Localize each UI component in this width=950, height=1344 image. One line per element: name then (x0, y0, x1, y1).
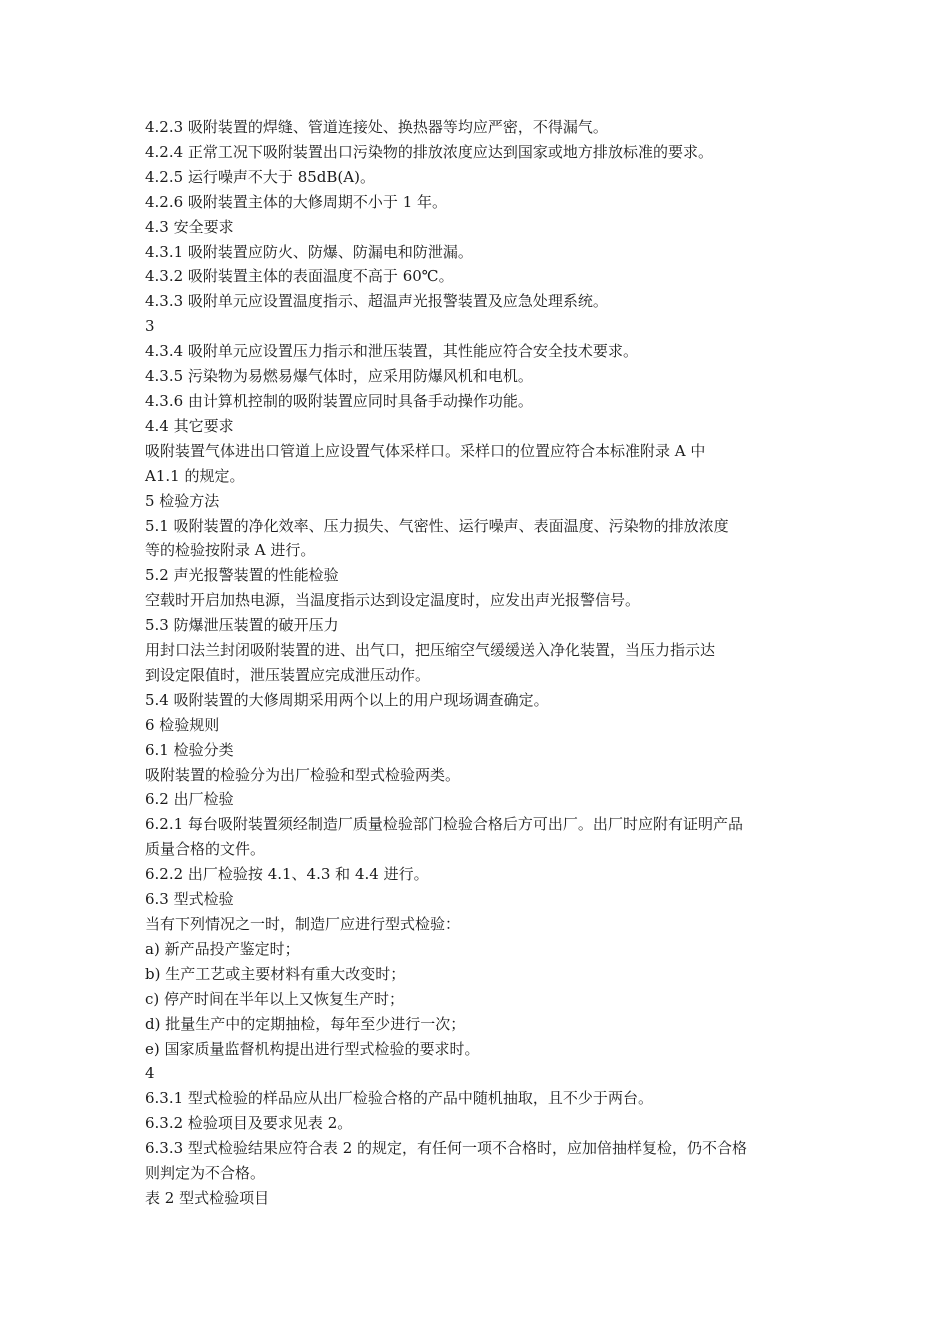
text-line: c) 停产时间在半年以上又恢复生产时； (145, 989, 405, 1008)
text-line: 质量合格的文件。 (145, 840, 266, 859)
text-line: 6.3.3 型式检验结果应符合表 2 的规定，有任何一项不合格时，应加倍抽样复检，仍不合格 (145, 1139, 748, 1158)
text-line: 6.3 型式检验 (145, 890, 234, 909)
text-line: 5.2 声光报警装置的性能检验 (145, 566, 339, 585)
text-line: 4.3.4 吸附单元应设置压力指示和泄压装置，其性能应符合安全技术要求。 (145, 342, 638, 361)
text-line: 到设定限值时，泄压装置应完成泄压动作。 (145, 665, 431, 684)
text-line: 4.4 其它要求 (145, 416, 234, 435)
text-line: 等的检验按附录 A 进行。 (145, 541, 316, 560)
text-line: 5 检验方法 (145, 491, 220, 510)
text-line: 4.2.5 运行噪声不大于 85dB(A)。 (145, 167, 375, 186)
text-line: 用封口法兰封闭吸附装置的进、出气口，把压缩空气缓缓送入净化装置，当压力指示达 (145, 641, 716, 660)
text-line: 4.3.1 吸附装置应防火、防爆、防漏电和防泄漏。 (145, 242, 473, 261)
text-line: 4.2.6 吸附装置主体的大修周期不小于 1 年。 (145, 192, 448, 211)
text-line: 3 (145, 317, 155, 336)
text-line: 6.2.2 出厂检验按 4.1、4.3 和 4.4 进行。 (145, 865, 429, 884)
text-line: 4.3.6 由计算机控制的吸附装置应同时具备手动操作功能。 (145, 391, 533, 410)
text-line: 5.3 防爆泄压装置的破开压力 (145, 616, 339, 635)
text-line: 空载时开启加热电源，当温度指示达到设定温度时，应发出声光报警信号。 (145, 591, 641, 610)
text-line: 4.3.2 吸附装置主体的表面温度不高于 60℃。 (145, 267, 454, 286)
text-line: 当有下列情况之一时，制造厂应进行型式检验： (145, 915, 461, 933)
text-line: 4.2.3 吸附装置的焊缝、管道连接处、换热器等均应严密，不得漏气。 (145, 118, 608, 136)
text-line: e) 国家质量监督机构提出进行型式检验的要求时。 (145, 1039, 480, 1058)
text-line: 吸附装置气体进出口管道上应设置气体采样口。采样口的位置应符合本标准附录 A 中 (145, 441, 706, 460)
text-line: 6.2.1 每台吸附装置须经制造厂质量检验部门检验合格后方可出厂。出厂时应附有证明产品 (145, 815, 743, 834)
text-line: 5.4 吸附装置的大修周期采用两个以上的用户现场调查确定。 (145, 690, 549, 709)
text-line: 6.2 出厂检验 (145, 790, 234, 809)
text-line: 4.3.3 吸附单元应设置温度指示、超温声光报警装置及应急处理系统。 (145, 292, 608, 311)
text-line: 4.2.4 正常工况下吸附装置出口污染物的排放浓度应达到国家或地方排放标准的要求。 (145, 142, 713, 161)
text-line: b) 生产工艺或主要材料有重大改变时； (145, 964, 406, 983)
text-line: A1.1 的规定。 (145, 466, 245, 485)
text-line: 5.1 吸附装置的净化效率、压力损失、气密性、运行噪声、表面温度、污染物的排放浓度 (145, 516, 729, 535)
document-body (145, 115, 815, 1211)
text-line: 6 检验规则 (145, 715, 220, 734)
text-line: 6.3.1 型式检验的样品应从出厂检验合格的产品中随机抽取，且不少于两台。 (145, 1089, 653, 1108)
text-line: 6.3.2 检验项目及要求见表 2。 (145, 1114, 353, 1133)
text-line: 4.3 安全要求 (145, 217, 234, 236)
text-line: d) 批量生产中的定期抽检，每年至少进行一次； (145, 1014, 466, 1033)
text-line: 表 2 型式检验项目 (145, 1188, 270, 1207)
text-line: 则判定为不合格。 (145, 1164, 266, 1183)
text-line: a) 新产品投产鉴定时； (145, 939, 300, 958)
text-line: 6.1 检验分类 (145, 740, 234, 759)
text-line: 4 (145, 1064, 155, 1083)
text-line: 吸附装置的检验分为出厂检验和型式检验两类。 (145, 765, 461, 784)
text-line: 4.3.5 污染物为易燃易爆气体时，应采用防爆风机和电机。 (145, 367, 533, 386)
